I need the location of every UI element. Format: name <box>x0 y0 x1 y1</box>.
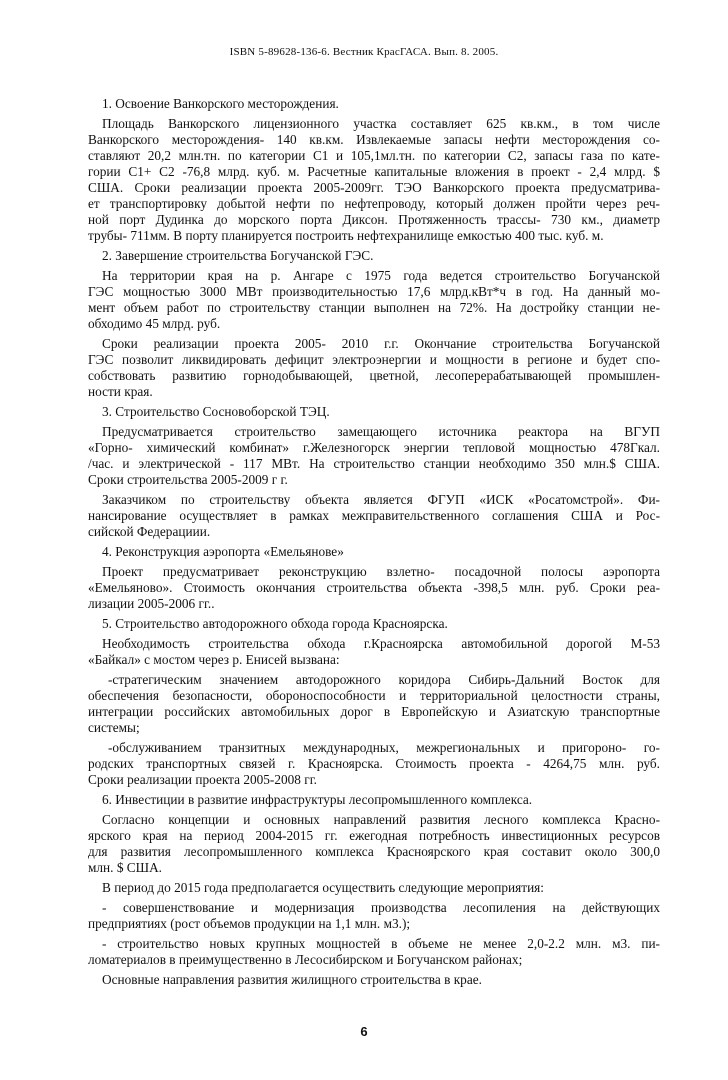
text-line: 1. Освоение Ванкорского месторождения. <box>102 96 339 111</box>
text-line: -стратегическим значением автодорожного коридора Сибирь-Дальний Восток для <box>108 672 660 687</box>
paragraph <box>88 268 660 332</box>
text-line: ломатериалов в преимущественно в Лесосибирском и Богучанском районах; <box>88 952 523 967</box>
text-line: обходимо 45 млрд. руб. <box>88 316 221 331</box>
text-line: «Емельяново». Стоимость окончания строительства объекта -398,5 млн. руб. Сроки реа- <box>88 580 660 595</box>
paragraph <box>88 424 660 488</box>
document-body <box>88 96 660 992</box>
text-line: Согласно концепции и основных направлений развития лесного комплекса Красно- <box>102 812 660 827</box>
text-line: 2. Завершение строительства Богучанской ГЭС. <box>102 248 374 263</box>
text-line: собствовать развитию горнодобывающей, цветной, лесоперерабатывающей промышлен- <box>88 368 660 383</box>
paragraph <box>88 404 660 420</box>
paragraph <box>88 492 660 540</box>
text-line: США. Сроки реализации проекта 2005-2009гг. ТЭО Ванкорского проекта предусматрива- <box>88 180 660 195</box>
text-line: /час. и электрической - 117 МВт. На строительство станции необходимо 350 млн.$ США. <box>88 456 660 471</box>
text-line: лизации 2005-2006 гг.. <box>88 596 215 611</box>
text-line: Ванкорского месторождения- 140 кв.км. Извлекаемые запасы нефти месторождения со- <box>88 132 660 147</box>
text-line: ставляют 20,2 млн.тн. по категории С1 и 105,1мл.тн. по категории С2, запасы газа по кате- <box>88 148 660 163</box>
paragraph <box>88 96 660 112</box>
paragraph <box>88 792 660 808</box>
text-line: Площадь Ванкорского лицензионного участка составляет 625 кв.км., в том числе <box>102 116 660 131</box>
paragraph <box>88 936 660 968</box>
page-header: ISBN 5-89628-136-6. Вестник КрасГАСА. Вып. 8. 2005. <box>229 46 499 58</box>
text-line: 6. Инвестиции в развитие инфраструктуры лесопромышленного комплекса. <box>102 792 533 807</box>
text-line: «Горно- химический комбинат» г.Железногорск энергии тепловой мощностью 478Гкал. <box>88 440 660 455</box>
paragraph <box>88 564 660 612</box>
text-line: млн. $ США. <box>88 860 162 875</box>
text-line: Основные направления развития жилищного строительства в крае. <box>102 972 482 987</box>
page-number: 6 <box>360 1024 368 1039</box>
text-line: ГЭС мощностью 3000 МВт производительностью 17,6 млрд.кВт*ч в год. На данный мо- <box>88 284 660 299</box>
paragraph <box>88 616 660 632</box>
text-line: для развития лесопромышленного комплекса Красноярского края составит около 300,0 <box>88 844 660 859</box>
paragraph <box>88 336 660 400</box>
text-line: «Байкал» с мостом через р. Енисей вызвана: <box>88 652 340 667</box>
text-line: родских транспортных связей г. Красноярска. Стоимость проекта - 4264,75 млн. руб. <box>88 756 660 771</box>
text-line: Сроки строительства 2005-2009 г г. <box>88 472 288 487</box>
text-line: - строительство новых крупных мощностей в объеме не менее 2,0-2.2 млн. м3. пи- <box>102 936 660 951</box>
text-line: - совершенствование и модернизация производства лесопиления на действующих <box>102 900 660 915</box>
text-line: ной порт Дудинка до морского порта Диксон. Протяженность трассы- 730 км., диаметр <box>88 212 660 227</box>
text-line: Сроки реализации проекта 2005-2008 гг. <box>88 772 318 787</box>
text-line: сийской Федерациии. <box>88 524 211 539</box>
text-line: 4. Реконструкция аэропорта «Емельянове» <box>102 544 344 559</box>
text-line: ярского края на период 2004-2015 гг. ежегодная потребность инвестиционных ресурсов <box>88 828 660 843</box>
text-line: Заказчиком по строительству объекта является ФГУП «ИСК «Росатомстрой». Фи- <box>102 492 660 507</box>
paragraph <box>88 880 660 896</box>
paragraph <box>88 672 660 736</box>
paragraph <box>88 116 660 244</box>
text-line: мент объем работ по строительству станции выполнен на 72%. На достройку станции не- <box>88 300 660 315</box>
text-line: гории С1+ С2 -76,8 млрд. куб. м. Расчетные капитальные вложения в проект - 2,4 млрд. $ <box>88 164 660 179</box>
text-line: 5. Строительство автодорожного обхода города Красноярска. <box>102 616 448 631</box>
paragraph <box>88 900 660 932</box>
text-line: ности края. <box>88 384 153 399</box>
text-line: ГЭС позволит ликвидировать дефицит электроэнергии и мощности в регионе и будет спо- <box>88 352 660 367</box>
text-line: Предусматривается строительство замещающего источника реактора на ВГУП <box>102 424 660 439</box>
paragraph <box>88 544 660 560</box>
paragraph <box>88 636 660 668</box>
paragraph <box>88 812 660 876</box>
text-line: -обслуживанием транзитных международных, межрегиональных и пригороно- го- <box>108 740 660 755</box>
text-line: 3. Строительство Сосновоборской ТЭЦ. <box>102 404 330 419</box>
text-line: Проект предусматривает реконструкцию взлетно- посадочной полосы аэропорта <box>102 564 660 579</box>
paragraph <box>88 972 660 988</box>
paragraph <box>88 248 660 264</box>
text-line: В период до 2015 года предполагается осуществить следующие мероприятия: <box>102 880 544 895</box>
text-line: интеграции российских автомобильных дорог в Европейскую и Азиатскую транспортные <box>88 704 660 719</box>
text-line: системы; <box>88 720 140 735</box>
text-line: ет транспортировку добытой нефти по нефтепроводу, который должен пройти через реч- <box>88 196 660 211</box>
text-line: обеспечения безопасности, обороноспособности и территориальной целостности страны, <box>88 688 660 703</box>
paragraph <box>88 740 660 788</box>
text-line: предприятиях (рост объемов продукции на 1,1 млн. м3.); <box>88 916 411 931</box>
text-line: нансирование осуществляет в рамках межправительственного соглашения США и Рос- <box>88 508 660 523</box>
text-line: Сроки реализации проекта 2005- 2010 г.г. Окончание строительства Богучанской <box>102 336 660 351</box>
text-line: трубы- 711мм. В порту планируется построить нефтехранилище емкостью 400 тыс. куб. м. <box>88 228 604 243</box>
text-line: На территории края на р. Ангаре с 1975 года ведется строительство Богучанской <box>102 268 660 283</box>
text-line: Необходимость строительства обхода г.Красноярска автомобильной дорогой М-53 <box>102 636 660 651</box>
